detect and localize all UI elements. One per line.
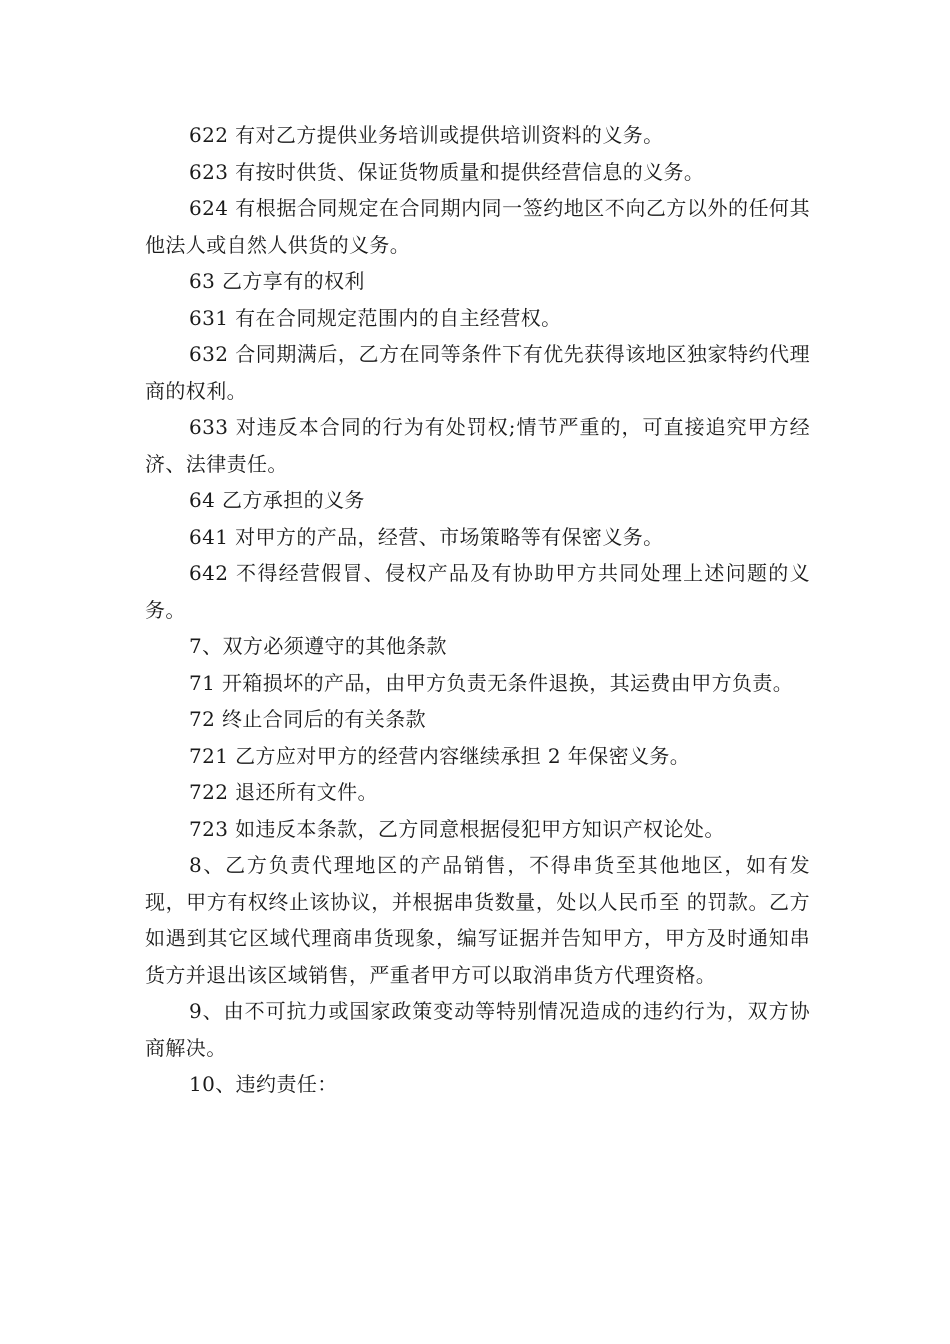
clause-723: 723 如违反本条款，乙方同意根据侵犯甲方知识产权论处。 (189, 816, 725, 841)
clause-72-heading: 72 终止合同后的有关条款 (189, 707, 427, 731)
clause-722: 722 退还所有文件。 (189, 780, 378, 804)
section-63-heading: 63 乙方享有的权利 (189, 269, 365, 293)
clause-624: 624 有根据合同规定在合同期内同一签约地区不向乙方以外的任何其他法人或自然人供货的义务。 (145, 196, 810, 257)
section-9: 9、由不可抗力或国家政策变动等特别情况造成的违约行为，双方协商解决。 (145, 999, 810, 1060)
clause-623: 623 有按时供货、保证货物质量和提供经营信息的义务。 (189, 159, 705, 184)
clause-721: 721 乙方应对甲方的经营内容继续承担 2 年保密义务。 (189, 743, 691, 768)
clause-622: 622 有对乙方提供业务培训或提供培训资料的义务。 (189, 123, 664, 147)
clause-641: 641 对甲方的产品，经营、市场策略等有保密义务。 (189, 524, 664, 549)
section-7-heading: 7、双方必须遵守的其他条款 (189, 634, 447, 658)
clause-631: 631 有在合同规定范围内的自主经营权。 (189, 305, 562, 330)
document-body (145, 117, 810, 1103)
clause-632: 632 合同期满后，乙方在同等条件下有优先获得该地区独家特约代理商的权利。 (145, 342, 810, 403)
clause-642: 642 不得经营假冒、侵权产品及有协助甲方共同处理上述问题的义务。 (145, 561, 810, 622)
section-10-heading: 10、违约责任： (189, 1072, 338, 1096)
section-64-heading: 64 乙方承担的义务 (189, 488, 365, 512)
clause-71: 71 开箱损坏的产品，由甲方负责无条件退换，其运费由甲方负责。 (189, 670, 794, 695)
clause-633: 633 对违反本合同的行为有处罚权;情节严重的，可直接追究甲方经济、法律责任。 (145, 415, 810, 476)
section-8: 8、乙方负责代理地区的产品销售，不得串货至其他地区，如有发现，甲方有权终止该协议，并根据串货数量，处以人民币至 的罚款。乙方如遇到其它区域代理商串货现象，编写证据并告知甲方，甲方及时通知串货方并退出该区域销售，严重者甲方可以取消串货方代理资格。 (145, 853, 810, 987)
